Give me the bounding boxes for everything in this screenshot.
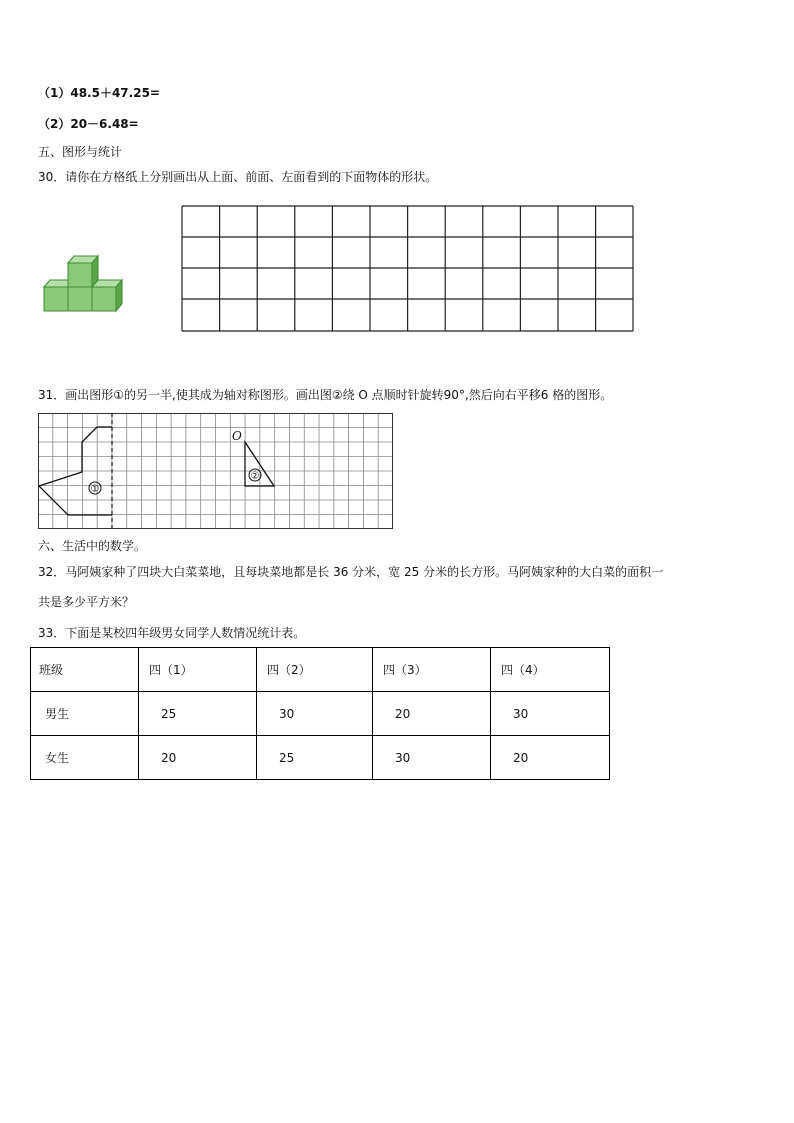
table-cell: 20 — [491, 736, 610, 780]
table-cell: 女生 — [31, 736, 139, 780]
table-header-cell: 四（2） — [257, 648, 373, 692]
table-cell: 30 — [373, 736, 491, 780]
question-30: 30．请你在方格纸上分别画出从上面、前面、左面看到的下面物体的形状。 — [38, 170, 438, 184]
calc-1: （1）48.5＋47.25= — [38, 86, 160, 100]
stats-table — [30, 647, 610, 780]
cube-left-top — [44, 280, 68, 287]
cube-top-front — [68, 263, 92, 287]
table-row — [31, 692, 610, 736]
table-cell: 20 — [139, 736, 257, 780]
cube-middle-front — [68, 287, 92, 311]
table-header-cell: 四（4） — [491, 648, 610, 692]
table-cell: 25 — [257, 736, 373, 780]
point-o-label: O — [232, 429, 242, 443]
table-header-row — [31, 648, 610, 692]
cube-figure — [42, 255, 126, 315]
table-cell: 20 — [373, 692, 491, 736]
question-33: 33．下面是某校四年级男女同学人数情况统计表。 — [38, 626, 306, 640]
drawing-grid-q30[interactable] — [181, 205, 635, 333]
figure-2-label: ② — [250, 471, 260, 482]
question-32-line-1: 32．马阿姨家种了四块大白菜菜地，且每块菜地都是长 36 分米，宽 25 分米的长方形。马阿姨家种的大白菜的面积一 — [38, 565, 664, 579]
table-header-cell: 四（3） — [373, 648, 491, 692]
table-row — [31, 736, 610, 780]
question-32-line-2: 共是多少平方米？ — [38, 595, 135, 609]
figure-1-label: ① — [90, 484, 100, 495]
cube-left-front — [44, 287, 68, 311]
table-cell: 30 — [257, 692, 373, 736]
section-6-title: 六、生活中的数学。 — [38, 539, 147, 553]
table-header-cell: 班级 — [31, 648, 139, 692]
drawing-grid-q31[interactable] — [38, 413, 394, 531]
section-5-title: 五、图形与统计 — [38, 145, 123, 159]
table-cell: 25 — [139, 692, 257, 736]
calc-2: （2）20－6.48= — [38, 117, 139, 131]
question-31: 31．画出图形①的另一半,使其成为轴对称图形。画出图②绕 O 点顺时针旋转90°,然后向右平移6 格的图形。 — [38, 388, 613, 402]
table-cell: 男生 — [31, 692, 139, 736]
cube-right-front — [92, 287, 116, 311]
table-header-cell: 四（1） — [139, 648, 257, 692]
table-cell: 30 — [491, 692, 610, 736]
